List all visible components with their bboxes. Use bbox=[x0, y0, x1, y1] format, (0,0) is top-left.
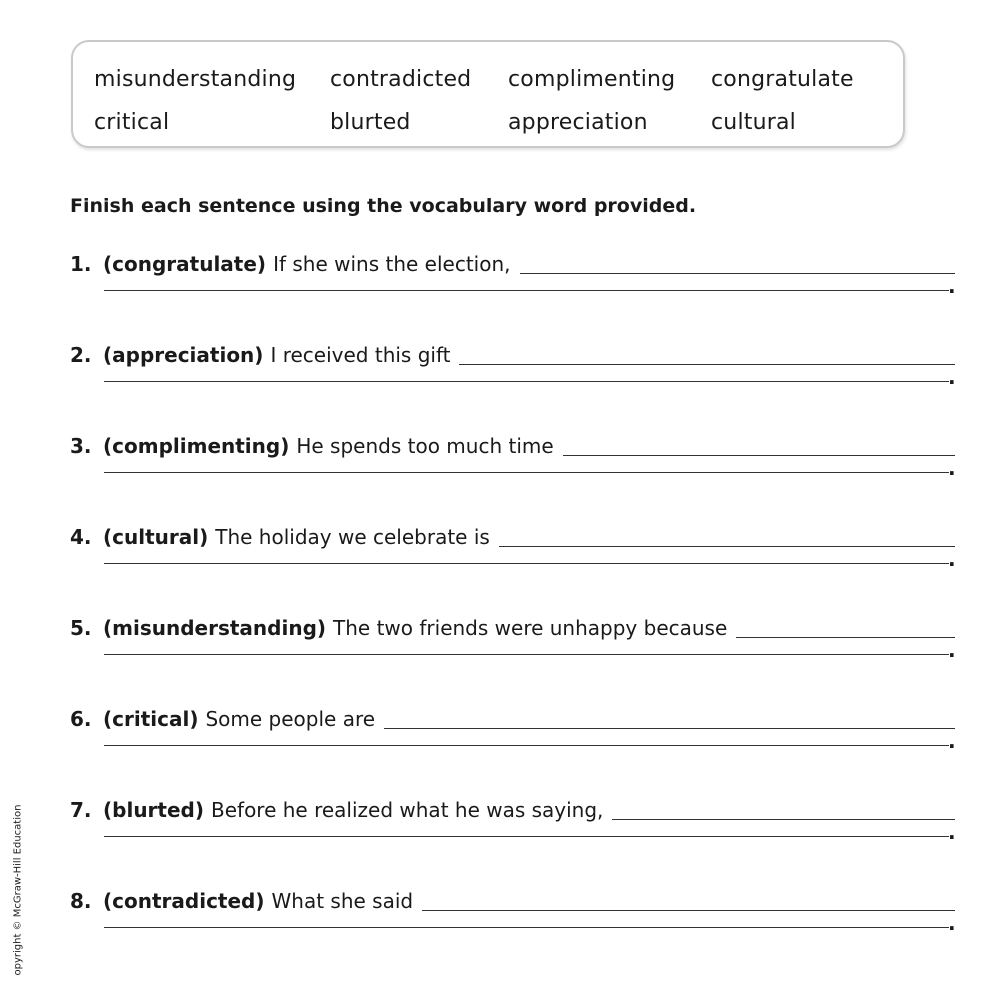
vocab-word: (blurted) bbox=[103, 798, 204, 822]
sentence-first-line bbox=[70, 790, 955, 820]
sentence-item bbox=[0, 881, 989, 972]
sentence-prompt: The holiday we celebrate is bbox=[215, 525, 490, 549]
word-bank-word: contradicted bbox=[330, 67, 472, 92]
vocab-word: (complimenting) bbox=[103, 434, 290, 458]
vocab-word: (contradicted) bbox=[103, 889, 265, 913]
item-number: 2. bbox=[70, 343, 92, 367]
period-mark: . bbox=[948, 547, 956, 571]
answer-line-continued[interactable] bbox=[104, 472, 949, 473]
vocab-word: (appreciation) bbox=[103, 343, 264, 367]
answer-line[interactable] bbox=[422, 910, 955, 911]
item-number: 5. bbox=[70, 616, 92, 640]
vocab-word: (misunderstanding) bbox=[103, 616, 327, 640]
sentence-prompt: I received this gift bbox=[270, 343, 451, 367]
answer-line[interactable] bbox=[384, 728, 955, 729]
sentence-prompt: He spends too much time bbox=[296, 434, 554, 458]
answer-line[interactable] bbox=[736, 637, 955, 638]
answer-line[interactable] bbox=[612, 819, 955, 820]
sentence-first-line bbox=[70, 699, 955, 729]
period-mark: . bbox=[948, 911, 956, 935]
sentence-item bbox=[0, 608, 989, 699]
word-bank-word: complimenting bbox=[508, 67, 676, 92]
word-bank-word: blurted bbox=[330, 110, 411, 135]
sentence-item bbox=[0, 699, 989, 790]
word-bank-word: congratulate bbox=[711, 67, 854, 92]
answer-line-continued[interactable] bbox=[104, 927, 949, 928]
sentence-prompt: If she wins the election, bbox=[273, 252, 511, 276]
vocab-word: (congratulate) bbox=[103, 252, 267, 276]
answer-line[interactable] bbox=[563, 455, 955, 456]
answer-line[interactable] bbox=[499, 546, 955, 547]
sentence-item bbox=[0, 517, 989, 608]
word-bank-word: misunderstanding bbox=[94, 67, 297, 92]
item-number: 7. bbox=[70, 798, 92, 822]
item-number: 3. bbox=[70, 434, 92, 458]
answer-line-continued[interactable] bbox=[104, 836, 949, 837]
sentence-item bbox=[0, 335, 989, 426]
answer-line-continued[interactable] bbox=[104, 563, 949, 564]
sentence-first-line bbox=[70, 426, 955, 456]
directions: Finish each sentence using the vocabulary word provided. bbox=[70, 195, 697, 217]
period-mark: . bbox=[948, 638, 956, 662]
word-bank-word: cultural bbox=[711, 110, 796, 135]
sentence-item bbox=[0, 244, 989, 335]
period-mark: . bbox=[948, 456, 956, 480]
word-bank-word: appreciation bbox=[508, 110, 648, 135]
answer-line-continued[interactable] bbox=[104, 381, 949, 382]
sentence-first-line bbox=[70, 608, 955, 638]
period-mark: . bbox=[948, 274, 956, 298]
item-number: 1. bbox=[70, 252, 92, 276]
answer-line[interactable] bbox=[520, 273, 955, 274]
sentence-item bbox=[0, 426, 989, 517]
period-mark: . bbox=[948, 729, 956, 753]
item-number: 6. bbox=[70, 707, 92, 731]
period-mark: . bbox=[948, 820, 956, 844]
sentence-prompt: Before he realized what he was saying, bbox=[211, 798, 604, 822]
item-number: 4. bbox=[70, 525, 92, 549]
item-number: 8. bbox=[70, 889, 92, 913]
copyright-notice: opyright © McGraw-Hill Education bbox=[12, 804, 24, 976]
sentence-first-line bbox=[70, 244, 955, 274]
answer-line[interactable] bbox=[459, 364, 955, 365]
answer-line-continued[interactable] bbox=[104, 654, 949, 655]
sentence-first-line bbox=[70, 335, 955, 365]
period-mark: . bbox=[948, 365, 956, 389]
sentence-prompt: What she said bbox=[271, 889, 414, 913]
answer-line-continued[interactable] bbox=[104, 745, 949, 746]
word-bank-word: critical bbox=[94, 110, 170, 135]
vocab-word: (critical) bbox=[103, 707, 199, 731]
word-bank bbox=[71, 40, 905, 148]
sentence-prompt: Some people are bbox=[205, 707, 376, 731]
sentence-first-line bbox=[70, 517, 955, 547]
sentence-first-line bbox=[70, 881, 955, 911]
vocab-word: (cultural) bbox=[103, 525, 209, 549]
sentence-item bbox=[0, 790, 989, 881]
sentence-prompt: The two friends were unhappy because bbox=[333, 616, 728, 640]
answer-line-continued[interactable] bbox=[104, 290, 949, 291]
